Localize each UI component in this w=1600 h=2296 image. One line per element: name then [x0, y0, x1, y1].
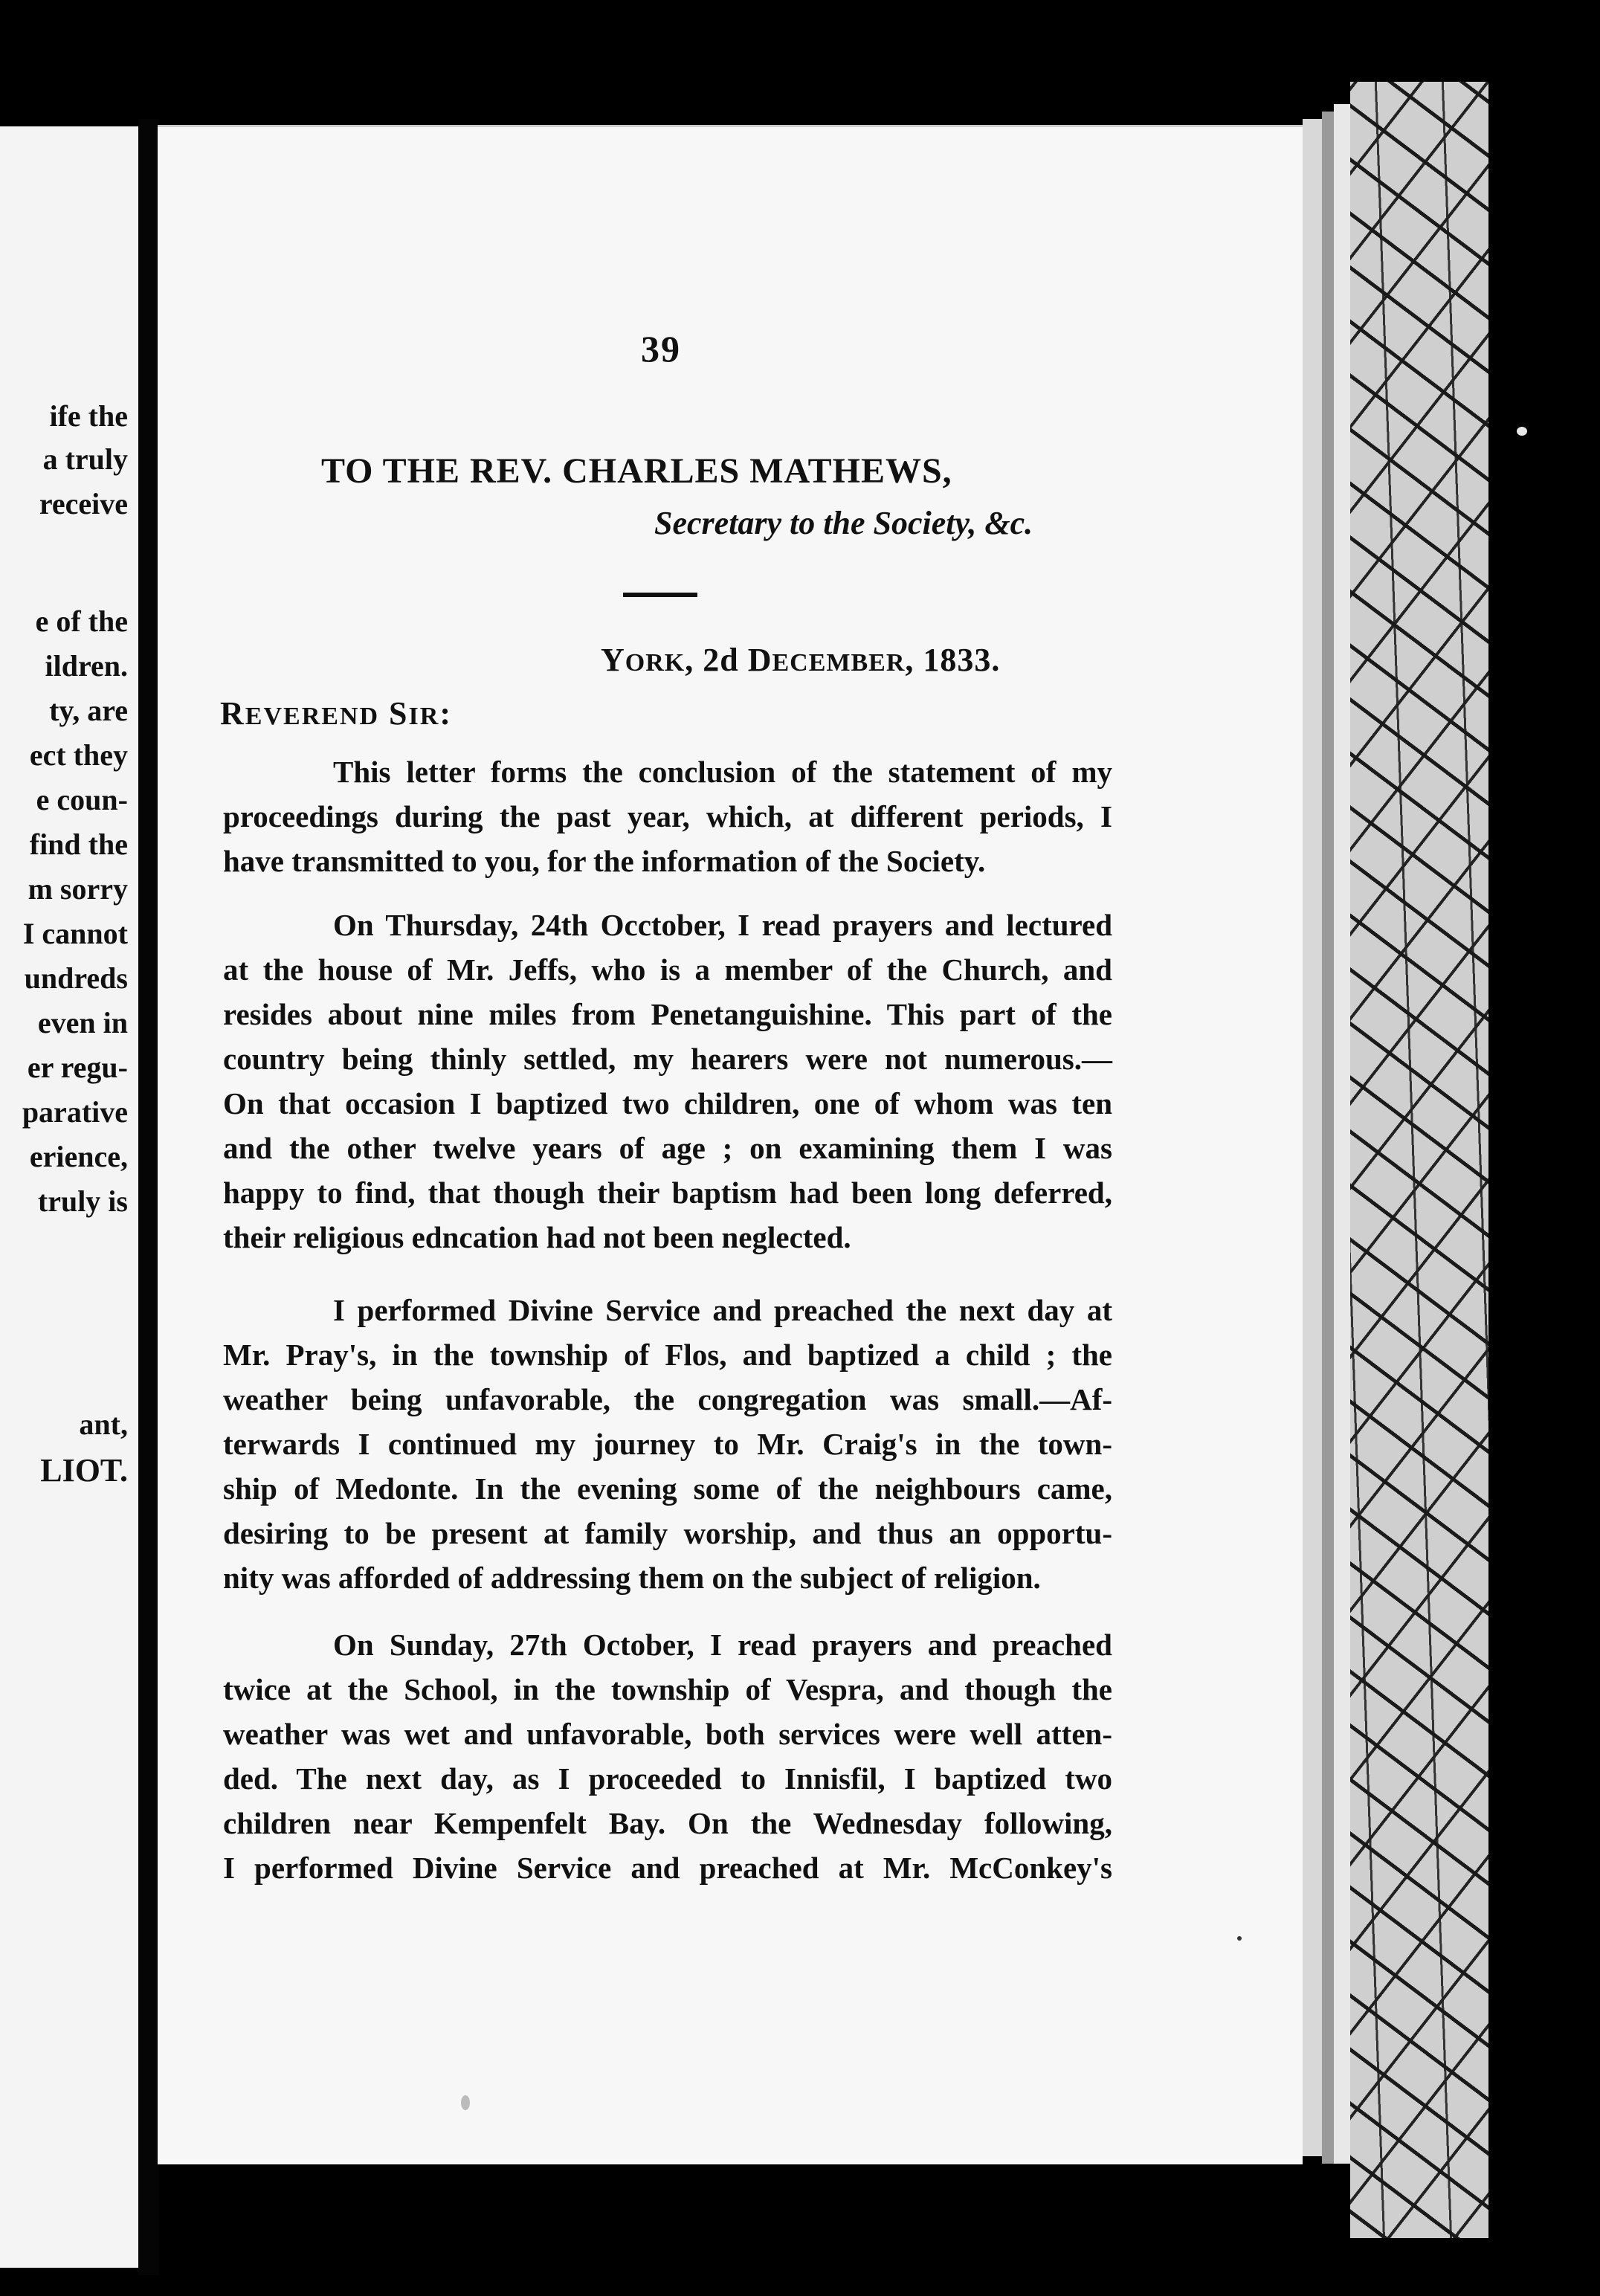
body-line: country being thinly settled, my hearers were not numerous.—	[223, 1042, 1112, 1076]
left-page-line: erience,	[29, 1140, 128, 1173]
body-line: weather being unfavorable, the congregation was small.—Af-	[223, 1382, 1112, 1416]
left-page-line: find the	[29, 828, 128, 861]
body-line: children near Kempenfelt Bay. On the Wednesday following,	[223, 1806, 1112, 1840]
body-line: nity was afforded of addressing them on the subject of religion.	[223, 1561, 1041, 1595]
body-line: at the house of Mr. Jeffs, who is a member of the Church, and	[223, 952, 1112, 987]
left-page-line: LIOT.	[40, 1452, 128, 1489]
left-page-line: ect they	[29, 738, 128, 772]
body-line: On Thursday, 24th Occtober, I read prayers and lectured	[333, 908, 1112, 942]
scan-speck	[1517, 427, 1527, 436]
dateline-month-initial: D	[747, 642, 772, 678]
left-page-line: undreds	[24, 961, 128, 995]
scan-speck	[461, 2095, 470, 2110]
dateline-place-initial: Y	[601, 642, 625, 678]
body-line: resides about nine miles from Penetanguishine. This part of the	[223, 997, 1112, 1031]
left-page-line: even in	[37, 1006, 128, 1039]
page-edge	[1303, 119, 1322, 2156]
body-line: happy to find, that though their baptism had been long deferred,	[223, 1176, 1112, 1210]
dateline-day: , 2d	[685, 642, 748, 678]
salutation-rest: EVEREND	[245, 703, 380, 730]
body-line: Mr. Pray's, in the township of Flos, and baptized a child ; the	[223, 1338, 1112, 1372]
page-edge	[1322, 112, 1334, 2164]
letter-address-title: Secretary to the Society, &c.	[654, 505, 1033, 541]
left-page-line: ife the	[49, 399, 128, 433]
left-page-line: a truly	[42, 442, 128, 476]
scan-speck	[1237, 1936, 1242, 1941]
body-line: I performed Divine Service and preached the next day at	[333, 1293, 1112, 1327]
dateline-place-rest: ORK	[625, 649, 686, 677]
body-line: proceedings during the past year, which, at different periods, I	[223, 799, 1112, 833]
left-page-line: parative	[22, 1095, 128, 1129]
left-page-line: e of the	[35, 604, 128, 638]
body-line: twice at the School, in the township of Vespra, and though the	[223, 1672, 1112, 1706]
body-line: have transmitted to you, for the information of the Society.	[223, 844, 986, 878]
body-line: and the other twelve years of age ; on examining them I was	[223, 1131, 1112, 1165]
left-page-line: truly is	[37, 1184, 128, 1218]
body-line: weather was wet and unfavorable, both services were well atten-	[223, 1717, 1112, 1751]
body-line: On Sunday, 27th October, I read prayers and preached	[333, 1628, 1112, 1662]
salutation-initial: R	[220, 695, 245, 732]
body-line: This letter forms the conclusion of the statement of my	[333, 755, 1112, 789]
body-line: I performed Divine Service and preached at Mr. McConkey's	[223, 1851, 1112, 1885]
left-page-line: I cannot	[22, 917, 128, 950]
left-page-line: m sorry	[28, 872, 128, 906]
body-line: terwards I continued my journey to Mr. Craig's in the town-	[223, 1427, 1112, 1461]
body-line: ded. The next day, as I proceeded to Innisfil, I baptized two	[223, 1761, 1112, 1796]
body-line: desiring to be present at family worship, and thus an opportu-	[223, 1516, 1112, 1550]
marbled-edge	[1350, 82, 1488, 2238]
page-edge	[1334, 104, 1350, 2164]
salutation-colon: :	[439, 695, 452, 732]
divider-rule	[623, 593, 697, 597]
left-page-line: ant,	[79, 1407, 128, 1441]
left-page-line: receive	[39, 487, 128, 520]
body-line: On that occasion I baptized two children, one of whom was ten	[223, 1086, 1112, 1120]
left-page-fragment	[0, 126, 141, 2268]
letter-salutation	[220, 694, 452, 732]
letter-address: TO THE REV. CHARLES MATHEWS,	[321, 451, 952, 491]
body-line: ship of Medonte. In the evening some of the neighbours came,	[223, 1471, 1112, 1506]
dateline-year: , 1833.	[905, 642, 1001, 678]
body-line: their religious edncation had not been neglected.	[223, 1220, 851, 1254]
left-page-line: e coun-	[36, 783, 128, 816]
left-page-line: ty, are	[49, 694, 128, 727]
salutation-initial: S	[389, 695, 409, 732]
left-page-line: ildren.	[45, 649, 128, 683]
letter-dateline	[601, 641, 1000, 679]
salutation-rest: IR	[408, 703, 440, 730]
dateline-month-rest: ECEMBER	[772, 649, 906, 677]
page-number: 39	[641, 328, 681, 370]
left-page-line: er regu-	[27, 1051, 128, 1084]
book-gutter	[138, 119, 159, 2275]
